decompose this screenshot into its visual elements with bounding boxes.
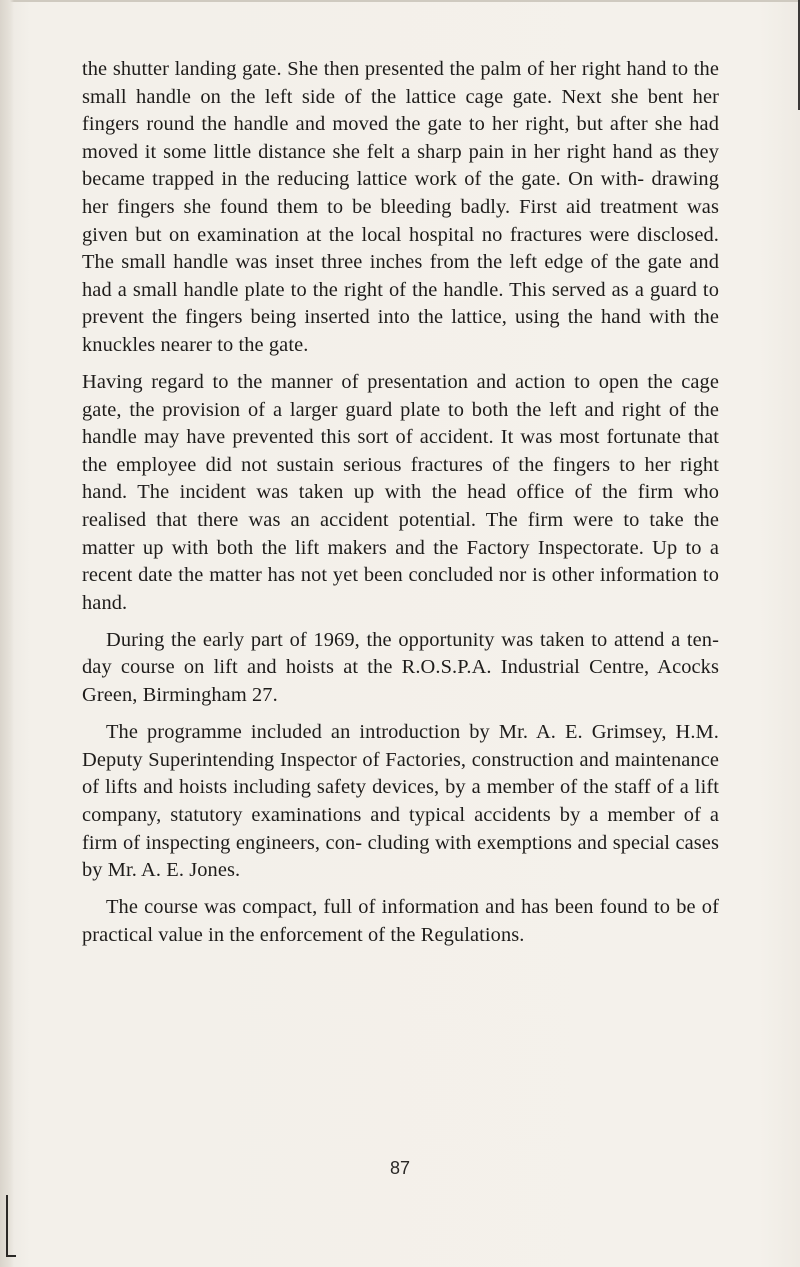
paragraph-programme: The programme included an introduction by Mr. A. E. Grimsey, H.M. Deputy Superintending Inspector of Factories, construction and maintenance of lifts and hoists including safety devices, by a member of the staff of a lift company, statutory examinations and typical accidents by a member of a firm of inspecting engineers, con- cluding with exemptions and special cases by Mr. A. E. Jones. xyxy=(82,721,719,882)
paragraph-guard-plate: Having regard to the manner of presentation and action to open the cage gate, the provision of a larger guard plate to both the left and right of the handle may have prevented this sort of accident. It was most fortunate that the employee did not sustain serious fractures of the fingers to her right hand. The incident was taken up with the head office of the firm who realised that there was an accident potential. The firm were to take the matter up with both the lift makers and the Factory Inspectorate. Up to a recent date the matter has not yet been concluded nor is other information to hand. xyxy=(82,371,719,614)
body-text xyxy=(82,56,719,949)
book-spine-edge xyxy=(0,0,14,1267)
scan-top-edge xyxy=(0,0,800,2)
paragraph-course: During the early part of 1969, the opportunity was taken to attend a ten-day course on lift and hoists at the R.O.S.P.A. Industrial Centre, Acocks Green, Birmingham 27. xyxy=(82,628,719,707)
paragraph-conclusion: The course was compact, full of information and has been found to be of practical value in the enforcement of the Regulations. xyxy=(82,896,719,946)
scan-corner-mark xyxy=(6,1195,16,1257)
paragraph-continuation: the shutter landing gate. She then presented the palm of her right hand to the small handle on the left side of the lattice cage gate. Next she bent her fingers round the handle and moved the gate to her right, but after she had moved it some little distance she felt a sharp pain in her right hand as they became trapped in the reducing lattice work of the gate. On with- drawing her fingers she found them to be bleeding badly. First aid treatment was given but on examination at the local hospital no fractures were disclosed. The small handle was inset three inches from the left edge of the gate and had a small handle plate to the right of the handle. This served as a guard to prevent the fingers being inserted into the lattice, using the hand with the knuckles nearer to the gate. xyxy=(82,58,719,356)
page-number: 87 xyxy=(389,1158,411,1178)
